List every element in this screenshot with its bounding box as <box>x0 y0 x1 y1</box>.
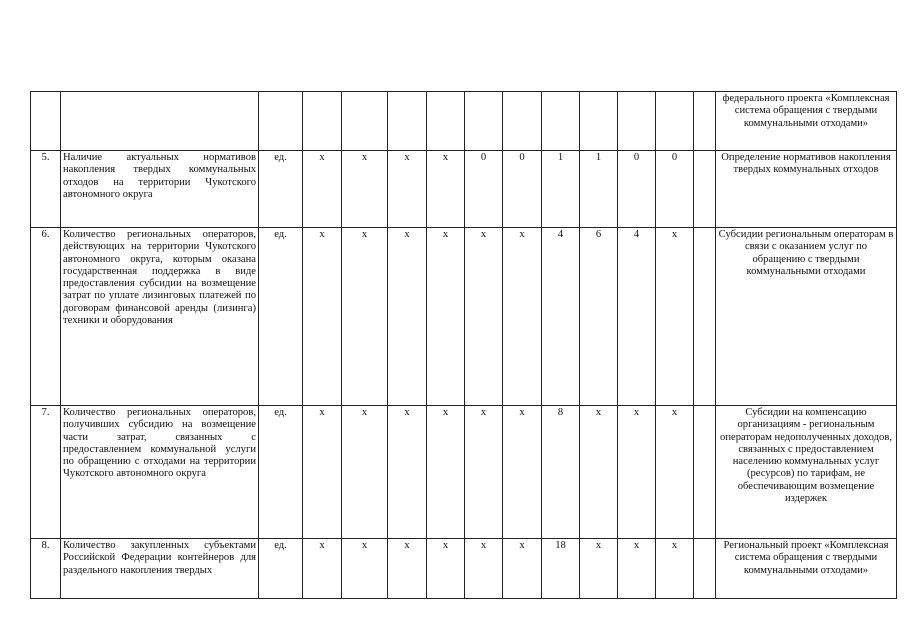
value-cell: 1 <box>580 151 618 228</box>
value-cell: 18 <box>542 539 580 599</box>
value-cell: x <box>427 151 465 228</box>
indicator-name <box>61 92 259 151</box>
value-cell: x <box>388 406 427 539</box>
indicator-name: Количество региональных операторов, действующих на территории Чукотского автономного округа, которым оказана государственная поддержка в виде предоставления субсидии на возмещение затрат по уплате лизинговых платежей по договорам финансовой аренды (лизинга) техники и оборудования <box>61 228 259 406</box>
table-row <box>31 228 897 406</box>
indicators-table <box>30 91 897 599</box>
value-cell: x <box>465 406 503 539</box>
value-cell: x <box>580 406 618 539</box>
value-cell: 0 <box>618 151 656 228</box>
value-cell: x <box>303 406 342 539</box>
value-cell <box>465 92 503 151</box>
value-cell: 8 <box>542 406 580 539</box>
value-cell <box>580 92 618 151</box>
value-cell <box>542 92 580 151</box>
value-cell: x <box>656 228 694 406</box>
row-number: 5. <box>31 151 61 228</box>
unit-cell: ед. <box>259 406 303 539</box>
row-number: 8. <box>31 539 61 599</box>
value-cell: x <box>618 406 656 539</box>
value-cell: x <box>388 539 427 599</box>
value-cell: x <box>503 406 542 539</box>
value-cell: x <box>303 539 342 599</box>
spacer-cell <box>694 151 716 228</box>
spacer-cell <box>694 406 716 539</box>
event-description: Определение нормативов накопления твердых коммунальных отходов <box>716 151 897 228</box>
indicator-name: Количество закупленных субъектами Российской Федерации контейнеров для раздельного накопления твердых <box>61 539 259 599</box>
value-cell: x <box>388 151 427 228</box>
value-cell: 0 <box>465 151 503 228</box>
value-cell: x <box>656 539 694 599</box>
value-cell: x <box>303 151 342 228</box>
value-cell: x <box>427 539 465 599</box>
value-cell: 4 <box>618 228 656 406</box>
row-number: 7. <box>31 406 61 539</box>
value-cell: x <box>303 228 342 406</box>
value-cell: 6 <box>580 228 618 406</box>
value-cell: x <box>388 228 427 406</box>
value-cell: 4 <box>542 228 580 406</box>
value-cell <box>618 92 656 151</box>
value-cell <box>427 92 465 151</box>
value-cell: x <box>342 151 388 228</box>
row-number <box>31 92 61 151</box>
value-cell <box>388 92 427 151</box>
value-cell <box>303 92 342 151</box>
table-row <box>31 92 897 151</box>
unit-cell: ед. <box>259 539 303 599</box>
table-row <box>31 406 897 539</box>
value-cell <box>503 92 542 151</box>
value-cell: x <box>342 539 388 599</box>
event-description: федерального проекта «Комплексная система обращения с твердыми коммунальными отходами» <box>716 92 897 151</box>
unit-cell: ед. <box>259 151 303 228</box>
unit-cell: ед. <box>259 228 303 406</box>
value-cell: 0 <box>503 151 542 228</box>
value-cell: x <box>427 406 465 539</box>
row-number: 6. <box>31 228 61 406</box>
value-cell: x <box>427 228 465 406</box>
value-cell: x <box>465 539 503 599</box>
event-description: Субсидии региональным операторам в связи с оказанием услуг по обращению с твердыми коммунальными отходами <box>716 228 897 406</box>
spacer-cell <box>694 92 716 151</box>
event-description: Субсидии на компенсацию организациям - региональным операторам недополученных доходов, связанных с предоставлением населению коммунальных услуг (ресурсов) по тарифам, не обеспечивающим возмещение издержек <box>716 406 897 539</box>
value-cell: x <box>503 539 542 599</box>
value-cell: x <box>342 228 388 406</box>
indicator-name: Наличие актуальных нормативов накопления твердых коммунальных отходов на территории Чукотского автономного округа <box>61 151 259 228</box>
value-cell: 0 <box>656 151 694 228</box>
spacer-cell <box>694 228 716 406</box>
event-description: Региональный проект «Комплексная система обращения с твердыми коммунальными отходами» <box>716 539 897 599</box>
value-cell: x <box>342 406 388 539</box>
value-cell: x <box>656 406 694 539</box>
value-cell: x <box>503 228 542 406</box>
value-cell: x <box>465 228 503 406</box>
unit-cell <box>259 92 303 151</box>
value-cell: 1 <box>542 151 580 228</box>
value-cell: x <box>618 539 656 599</box>
spacer-cell <box>694 539 716 599</box>
value-cell <box>656 92 694 151</box>
table-row <box>31 151 897 228</box>
indicator-name: Количество региональных операторов, получивших субсидию на возмещение части затрат, связанных с предоставлением коммунальной услуги по обращению с отходами на территории Чукотского автономного округа <box>61 406 259 539</box>
table-row <box>31 539 897 599</box>
value-cell <box>342 92 388 151</box>
value-cell: x <box>580 539 618 599</box>
